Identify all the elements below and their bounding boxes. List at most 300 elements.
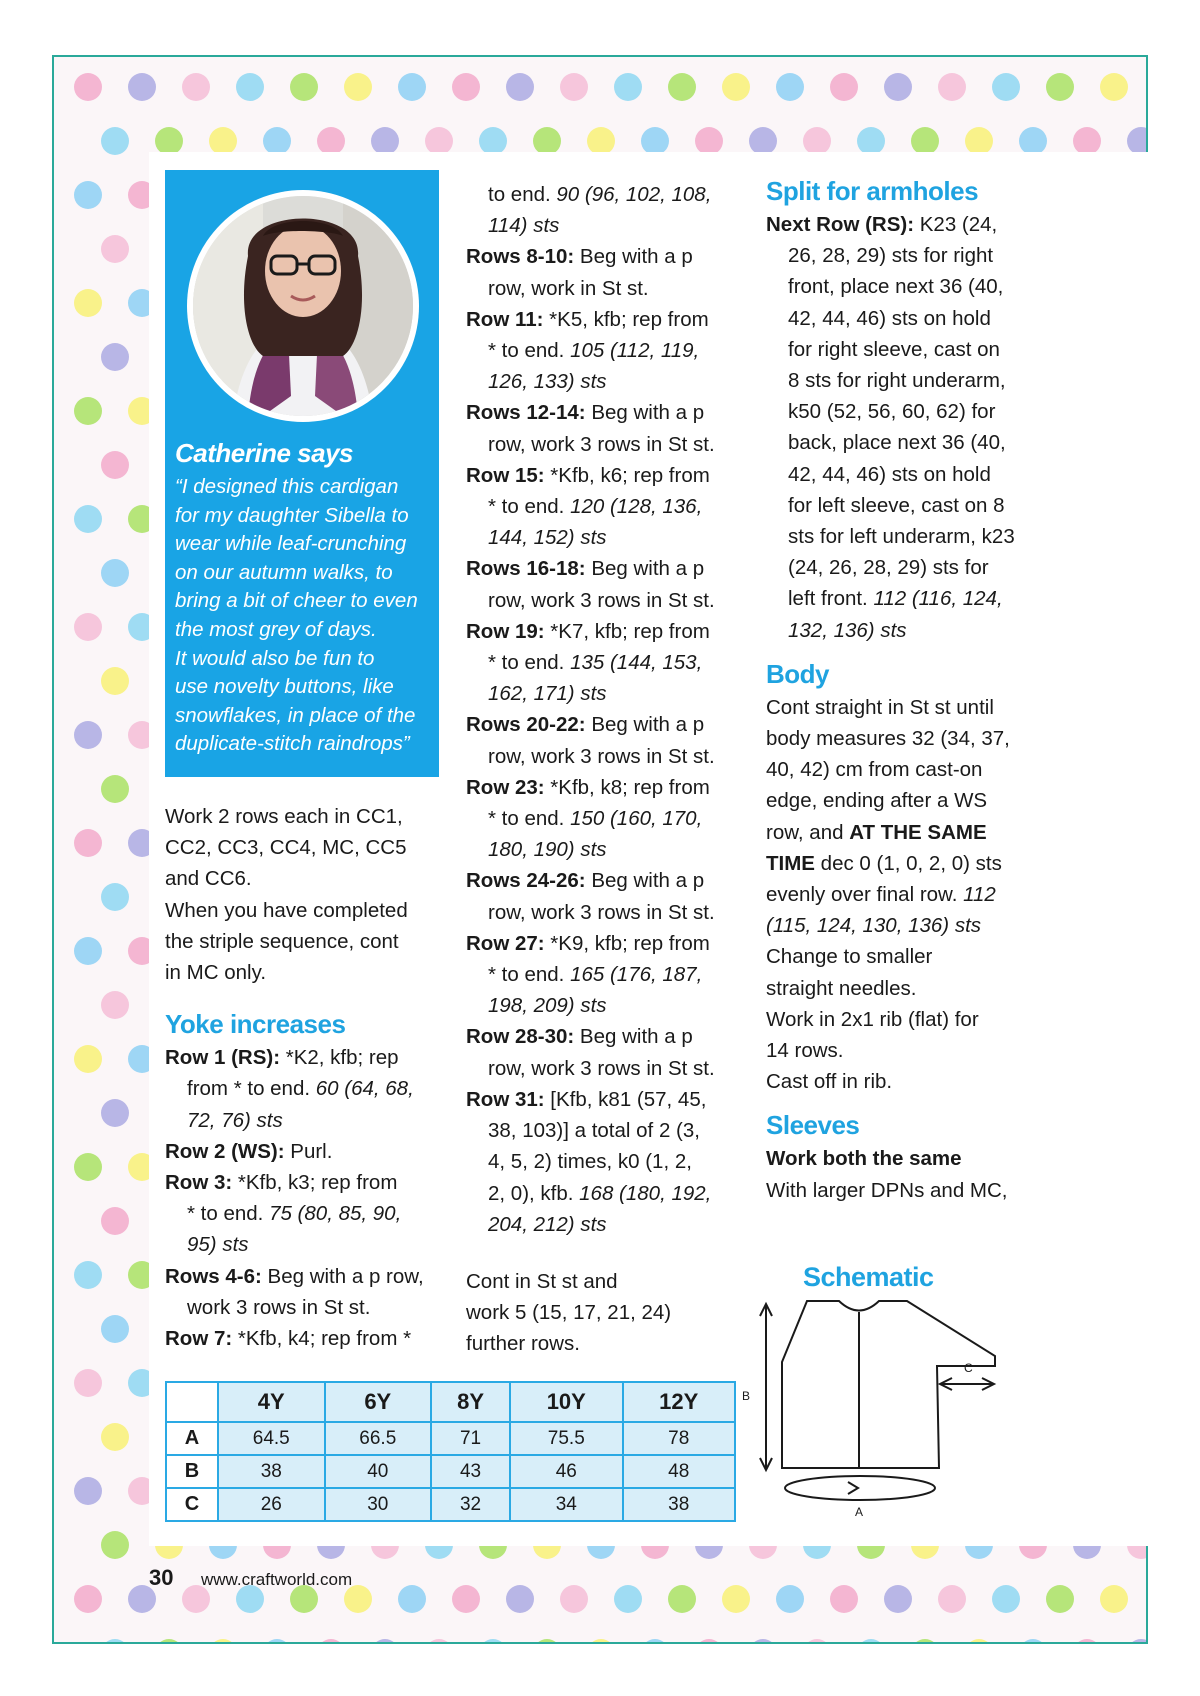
polka-dot xyxy=(479,1639,507,1644)
row-instruction: 8 sts for right underarm, xyxy=(788,369,1006,393)
polka-dot xyxy=(128,73,156,101)
polka-dot xyxy=(614,1585,642,1613)
polka-dot xyxy=(938,73,966,101)
body-line: in MC only. xyxy=(165,961,267,985)
polka-dot xyxy=(74,1585,102,1613)
polka-dot xyxy=(263,127,291,155)
table-cell: 78 xyxy=(623,1422,736,1455)
polka-dot xyxy=(371,127,399,155)
designer-quote-box xyxy=(165,170,439,777)
table-cell: 43 xyxy=(431,1455,510,1488)
stitch-count: 72, 76) sts xyxy=(187,1108,283,1132)
row-instruction: (24, 26, 28, 29) sts for xyxy=(788,556,989,580)
row-label: B xyxy=(166,1455,218,1488)
row-text: left front. xyxy=(788,587,874,611)
polka-dot xyxy=(992,1585,1020,1613)
row-instruction xyxy=(466,772,715,803)
row-instruction xyxy=(466,397,715,428)
label-b: B xyxy=(742,1389,751,1403)
polka-dot xyxy=(101,1315,129,1343)
polka-dot xyxy=(1073,1639,1101,1644)
table-cell: 26 xyxy=(218,1488,325,1521)
body-line: When you have completed xyxy=(165,898,408,922)
stitch-count: 90 (96, 102, 108, xyxy=(556,183,712,206)
stitch-count xyxy=(466,210,715,241)
polka-dot xyxy=(182,73,210,101)
polka-dot xyxy=(317,127,345,155)
table-cell: 71 xyxy=(431,1422,510,1455)
row-label: Row 27: xyxy=(466,931,545,955)
stitch-count: 112 xyxy=(963,883,996,907)
table-header-row xyxy=(166,1382,735,1422)
row-text: row, and xyxy=(766,820,850,844)
polka-dot xyxy=(479,127,507,155)
row-instruction xyxy=(466,1178,715,1209)
row-label: Row 1 (RS): xyxy=(165,1046,281,1070)
row-label: Row 31: xyxy=(466,1087,545,1111)
polka-dot xyxy=(992,73,1020,101)
stitch-count: 165 (176, 187, xyxy=(570,963,703,987)
polka-dot xyxy=(1019,127,1047,155)
polka-dot xyxy=(425,1639,453,1644)
row-text: Beg with a p xyxy=(585,557,705,581)
row-instruction xyxy=(466,304,715,335)
polka-dot xyxy=(884,1585,912,1613)
stitch-count: 135 (144, 153, xyxy=(570,651,703,675)
body-line: 14 rows. xyxy=(766,1039,844,1063)
table-cell: 46 xyxy=(510,1455,622,1488)
row-label: Row 19: xyxy=(466,619,545,643)
polka-dot xyxy=(101,991,129,1019)
polka-dot xyxy=(803,1639,831,1644)
table-corner-cell xyxy=(166,1382,218,1422)
size-header: 4Y xyxy=(218,1382,325,1422)
polka-dot xyxy=(74,289,102,317)
row-instruction: 38, 103)] a total of 2 (3, xyxy=(488,1119,700,1143)
row-instruction xyxy=(165,1261,424,1292)
row-text: Beg with a p xyxy=(585,401,705,425)
polka-dot xyxy=(74,1153,102,1181)
polka-dot xyxy=(452,1585,480,1613)
quote-line: for my daughter Sibella to xyxy=(175,503,409,527)
stitch-count: 144, 152) sts xyxy=(488,526,607,550)
polka-dot xyxy=(398,1585,426,1613)
cardigan-schematic xyxy=(742,1298,1072,1538)
stitch-count: 126, 133) sts xyxy=(488,370,607,394)
body-line: and CC6. xyxy=(165,867,252,891)
polka-dot xyxy=(884,73,912,101)
row-instruction: 42, 44, 46) sts on hold xyxy=(788,306,991,330)
pattern-column-3 xyxy=(766,176,1015,1206)
stitch-count: 162, 171) sts xyxy=(488,682,607,706)
row-text: *K2, kfb; rep xyxy=(280,1046,399,1070)
row-instruction: row, work 3 rows in St st. xyxy=(488,432,715,456)
stitch-count: 150 (160, 170, xyxy=(570,807,703,831)
polka-dot xyxy=(614,73,642,101)
row-instruction xyxy=(466,179,715,210)
row-text: evenly over final row. xyxy=(766,883,964,907)
body-line: CC2, CC3, CC4, MC, CC5 xyxy=(165,836,407,860)
polka-dot xyxy=(101,559,129,587)
table-cell: 64.5 xyxy=(218,1422,325,1455)
table-cell: 30 xyxy=(325,1488,432,1521)
polka-dot xyxy=(236,73,264,101)
polka-dot xyxy=(911,1639,939,1644)
row-instruction: for left sleeve, cast on 8 xyxy=(788,493,1005,517)
row-label: A xyxy=(166,1422,218,1455)
body-line: Work 2 rows each in CC1, xyxy=(165,805,403,828)
polka-dot xyxy=(74,937,102,965)
polka-dot xyxy=(74,505,102,533)
stitch-count: 114) sts xyxy=(488,214,560,238)
row-instruction xyxy=(165,1323,424,1354)
polka-dot xyxy=(74,1369,102,1397)
row-label: Rows 16-18: xyxy=(466,557,586,581)
polka-dot xyxy=(1019,1639,1047,1644)
row-instruction: row, work 3 rows in St st. xyxy=(488,588,715,612)
polka-dot xyxy=(722,1585,750,1613)
row-label: Rows 12-14: xyxy=(466,401,586,425)
table-cell: 32 xyxy=(431,1488,510,1521)
polka-dot xyxy=(74,1045,102,1073)
stitch-count xyxy=(766,615,1015,646)
stitch-count: 95) sts xyxy=(187,1233,249,1257)
body-line: straight needles. xyxy=(766,976,917,1000)
row-text: *K9, kfb; rep from xyxy=(544,931,710,955)
row-text: Beg with a p xyxy=(585,713,705,737)
table-cell: 75.5 xyxy=(510,1422,622,1455)
body-line: body measures 32 (34, 37, xyxy=(766,727,1010,751)
polka-dot xyxy=(668,1585,696,1613)
polka-dot xyxy=(398,73,426,101)
row-text: K23 (24, xyxy=(914,213,998,236)
row-label: Row 7: xyxy=(165,1327,233,1351)
row-instruction: back, place next 36 (40, xyxy=(788,431,1006,455)
polka-dot xyxy=(1046,1585,1074,1613)
polka-dot xyxy=(290,73,318,101)
polka-dot xyxy=(101,235,129,263)
quote-line: wear while leaf-crunching xyxy=(175,532,407,556)
row-instruction xyxy=(466,709,715,740)
emphasis: AT THE SAME xyxy=(849,820,987,844)
polka-dot xyxy=(965,1639,993,1644)
polka-dot xyxy=(263,1639,291,1644)
polka-dot xyxy=(101,775,129,803)
row-label: Row 3: xyxy=(165,1171,233,1195)
row-instruction xyxy=(165,1042,424,1073)
polka-dot xyxy=(317,1639,345,1644)
row-label: Next Row (RS): xyxy=(766,213,915,236)
size-header: 12Y xyxy=(623,1382,736,1422)
polka-dot xyxy=(101,1531,129,1559)
size-measurements-table xyxy=(165,1381,736,1522)
body-line: Work in 2x1 rib (flat) for xyxy=(766,1007,979,1031)
row-text: Beg with a p xyxy=(574,1025,693,1049)
polka-dot xyxy=(1127,127,1148,155)
polka-dot xyxy=(452,73,480,101)
row-instruction: row, work 3 rows in St st. xyxy=(488,744,715,768)
body-line: Cast off in rib. xyxy=(766,1070,893,1094)
polka-dot xyxy=(938,1585,966,1613)
polka-dot xyxy=(830,1585,858,1613)
row-text: from * to end. xyxy=(187,1077,316,1101)
polka-dot xyxy=(1127,1639,1148,1644)
row-instruction xyxy=(466,803,715,834)
stitch-count xyxy=(466,1209,715,1240)
designer-portrait-icon xyxy=(193,196,413,416)
stitch-count: (115, 124, 130, 136) sts xyxy=(766,914,982,938)
row-instruction xyxy=(165,1073,424,1104)
polka-dot xyxy=(965,127,993,155)
heading-yoke-increases: Yoke increases xyxy=(165,1009,346,1040)
polka-dot xyxy=(101,343,129,371)
page-number: 30 xyxy=(149,1565,174,1590)
row-text: * to end. xyxy=(187,1202,270,1226)
polka-dot xyxy=(101,1207,129,1235)
row-text: * to end. xyxy=(488,651,571,675)
quote-line: “I designed this cardigan xyxy=(175,475,399,498)
pattern-column-2 xyxy=(466,179,715,1360)
row-instruction xyxy=(766,583,1015,614)
website-link[interactable]: www.craftworld.com xyxy=(201,1570,353,1589)
label-a: A xyxy=(855,1505,864,1519)
polka-dot xyxy=(344,73,372,101)
stitch-count: 132, 136) sts xyxy=(788,618,907,642)
quote-line: It would also be fun to xyxy=(175,646,375,670)
polka-dot xyxy=(1046,73,1074,101)
polka-dot xyxy=(101,667,129,695)
polka-dot xyxy=(560,1585,588,1613)
polka-dot xyxy=(209,127,237,155)
polka-dot xyxy=(74,181,102,209)
row-instruction: work 3 rows in St st. xyxy=(187,1295,371,1319)
heading-body: Body xyxy=(766,658,829,689)
polka-dot xyxy=(74,73,102,101)
polka-dot xyxy=(695,127,723,155)
stitch-count xyxy=(466,522,715,553)
stitch-count xyxy=(165,1105,424,1136)
row-label: Rows 8-10: xyxy=(466,245,575,269)
row-text: * to end. xyxy=(488,963,571,987)
pattern-column-1 xyxy=(165,801,424,1354)
sleeves-subheading xyxy=(766,1143,1015,1174)
row-instruction: row, work in St st. xyxy=(488,276,649,300)
stitch-count: 180, 190) sts xyxy=(488,838,607,862)
polka-dot xyxy=(668,73,696,101)
row-label: Row 11: xyxy=(466,307,544,331)
stitch-count xyxy=(165,1229,424,1260)
quote-line: duplicate-stitch raindrops” xyxy=(175,732,410,756)
row-instruction xyxy=(466,647,715,678)
stitch-count: 112 (116, 124, xyxy=(873,587,1003,611)
row-label: Row 15: xyxy=(466,463,545,487)
body-line: further rows. xyxy=(466,1332,580,1356)
body-line xyxy=(766,848,1015,879)
polka-dot xyxy=(749,1639,777,1644)
polka-dot xyxy=(533,127,561,155)
polka-dot xyxy=(74,613,102,641)
polka-dot xyxy=(155,127,183,155)
row-label: Rows 20-22: xyxy=(466,713,586,737)
polka-dot xyxy=(911,127,939,155)
row-instruction xyxy=(165,1198,424,1229)
body-line: Cont in St st and xyxy=(466,1269,618,1293)
polka-dot xyxy=(1073,127,1101,155)
polka-dot xyxy=(1100,1585,1128,1613)
row-instruction xyxy=(466,335,715,366)
row-text: Purl. xyxy=(284,1139,333,1163)
row-text: *Kfb, k8; rep from xyxy=(544,775,710,799)
row-instruction xyxy=(466,865,715,896)
label-c: C xyxy=(964,1361,973,1375)
polka-dot xyxy=(587,1639,615,1644)
row-text: *K5, kfb; rep from xyxy=(543,307,709,331)
polka-dot xyxy=(101,1423,129,1451)
polka-dot xyxy=(857,127,885,155)
polka-dot xyxy=(101,127,129,155)
polka-dot xyxy=(101,1099,129,1127)
row-text: *Kfb, k3; rep from xyxy=(232,1171,398,1195)
polka-dot xyxy=(209,1639,237,1644)
stitch-count: 120 (128, 136, xyxy=(570,495,703,519)
row-text: [Kfb, k81 (57, 45, xyxy=(544,1087,707,1111)
row-label: Row 23: xyxy=(466,775,545,799)
polka-dot xyxy=(803,127,831,155)
row-text: Beg with a p row, xyxy=(261,1264,424,1288)
polka-dot xyxy=(1100,73,1128,101)
table-row xyxy=(166,1488,735,1521)
row-instruction xyxy=(466,959,715,990)
table-row xyxy=(166,1422,735,1455)
row-instruction: for right sleeve, cast on xyxy=(788,337,1000,361)
quote-title: Catherine says xyxy=(175,438,353,468)
polka-dot xyxy=(155,1639,183,1644)
row-text: *Kfb, k4; rep from * xyxy=(232,1327,412,1351)
body-line: edge, ending after a WS xyxy=(766,789,988,813)
stitch-count: 75 (80, 85, 90, xyxy=(269,1202,402,1226)
polka-dot xyxy=(776,73,804,101)
polka-dot xyxy=(749,127,777,155)
body-line xyxy=(766,879,1015,910)
polka-dot xyxy=(506,1585,534,1613)
row-label: Rows 24-26: xyxy=(466,869,586,893)
stitch-count xyxy=(466,366,715,397)
table-cell: 48 xyxy=(623,1455,736,1488)
table-row xyxy=(166,1455,735,1488)
row-instruction: sts for left underarm, k23 xyxy=(788,525,1015,549)
table-cell: 38 xyxy=(623,1488,736,1521)
body-line: Change to smaller xyxy=(766,945,933,969)
row-text: Beg with a p xyxy=(585,869,705,893)
quote-line: the most grey of days. xyxy=(175,617,377,641)
stitch-count xyxy=(466,678,715,709)
polka-dot xyxy=(533,1639,561,1644)
body-line: the striple sequence, cont xyxy=(165,929,399,953)
designer-photo xyxy=(187,190,419,422)
polka-dot xyxy=(101,1639,129,1644)
polka-dot xyxy=(74,829,102,857)
polka-dot xyxy=(425,127,453,155)
quote-text xyxy=(175,473,437,759)
heading-split-for-armholes: Split for armholes xyxy=(766,176,979,206)
row-instruction xyxy=(466,928,715,959)
row-instruction xyxy=(466,1021,715,1052)
row-instruction xyxy=(165,1167,424,1198)
row-instruction: row, work 3 rows in St st. xyxy=(488,1056,715,1080)
row-text: to end. xyxy=(488,183,557,206)
heading-sleeves: Sleeves xyxy=(766,1110,860,1141)
body-line: Cont straight in St st until xyxy=(766,695,994,719)
row-instruction xyxy=(466,616,715,647)
quote-line: use novelty buttons, like xyxy=(175,675,394,699)
row-instruction: k50 (52, 56, 60, 62) for xyxy=(788,400,996,424)
body-line: With larger DPNs and MC, xyxy=(766,1178,1008,1202)
polka-dot xyxy=(776,1585,804,1613)
table-cell: 40 xyxy=(325,1455,432,1488)
row-label: Row 28-30: xyxy=(466,1025,575,1049)
stitch-count: 105 (112, 119, xyxy=(570,339,700,363)
row-instruction xyxy=(466,553,715,584)
emphasis: TIME xyxy=(766,851,815,875)
polka-dot xyxy=(74,397,102,425)
polka-dot xyxy=(560,73,588,101)
polka-dot xyxy=(641,1639,669,1644)
size-header: 8Y xyxy=(431,1382,510,1422)
table-cell: 34 xyxy=(510,1488,622,1521)
polka-dot xyxy=(101,451,129,479)
body-line xyxy=(766,817,1015,848)
polka-dot xyxy=(587,127,615,155)
table-cell: 38 xyxy=(218,1455,325,1488)
quote-line: bring a bit of cheer to even xyxy=(175,589,418,613)
polka-dot xyxy=(857,1639,885,1644)
body-line: 40, 42) cm from cast-on xyxy=(766,758,983,782)
polka-dot xyxy=(641,127,669,155)
stitch-count xyxy=(466,834,715,865)
stitch-count: 168 (180, 192, xyxy=(579,1181,712,1205)
row-text: Beg with a p xyxy=(574,245,693,269)
row-instruction xyxy=(466,1084,715,1115)
row-text: *Kfb, k6; rep from xyxy=(544,463,710,487)
polka-dot xyxy=(722,73,750,101)
row-instruction: row, work 3 rows in St st. xyxy=(488,900,715,924)
polka-dot xyxy=(74,721,102,749)
row-instruction xyxy=(466,460,715,491)
row-instruction: 42, 44, 46) sts on hold xyxy=(788,462,991,486)
stitch-count xyxy=(466,990,715,1021)
polka-dot xyxy=(74,1261,102,1289)
row-instruction xyxy=(766,209,1015,240)
row-text: *K7, kfb; rep from xyxy=(544,619,710,643)
polka-dot xyxy=(101,883,129,911)
stitch-count: 60 (64, 68, xyxy=(315,1077,414,1101)
row-text: * to end. xyxy=(488,495,571,519)
row-text: * to end. xyxy=(488,807,571,831)
polka-dot xyxy=(830,73,858,101)
row-label: Row 2 (WS): xyxy=(165,1139,285,1163)
quote-line: on our autumn walks, to xyxy=(175,560,393,584)
dimension-a-ellipse xyxy=(785,1476,935,1500)
size-header: 10Y xyxy=(510,1382,622,1422)
row-text: 2, 0), kfb. xyxy=(488,1181,580,1205)
emphasis: Work both the same xyxy=(766,1147,962,1171)
stitch-count: 204, 212) sts xyxy=(488,1212,607,1236)
row-instruction: 4, 5, 2) times, k0 (1, 2, xyxy=(488,1150,692,1174)
polka-dot xyxy=(371,1639,399,1644)
row-instruction xyxy=(466,241,715,272)
size-header: 6Y xyxy=(325,1382,432,1422)
row-instruction: 26, 28, 29) sts for right xyxy=(788,244,994,268)
